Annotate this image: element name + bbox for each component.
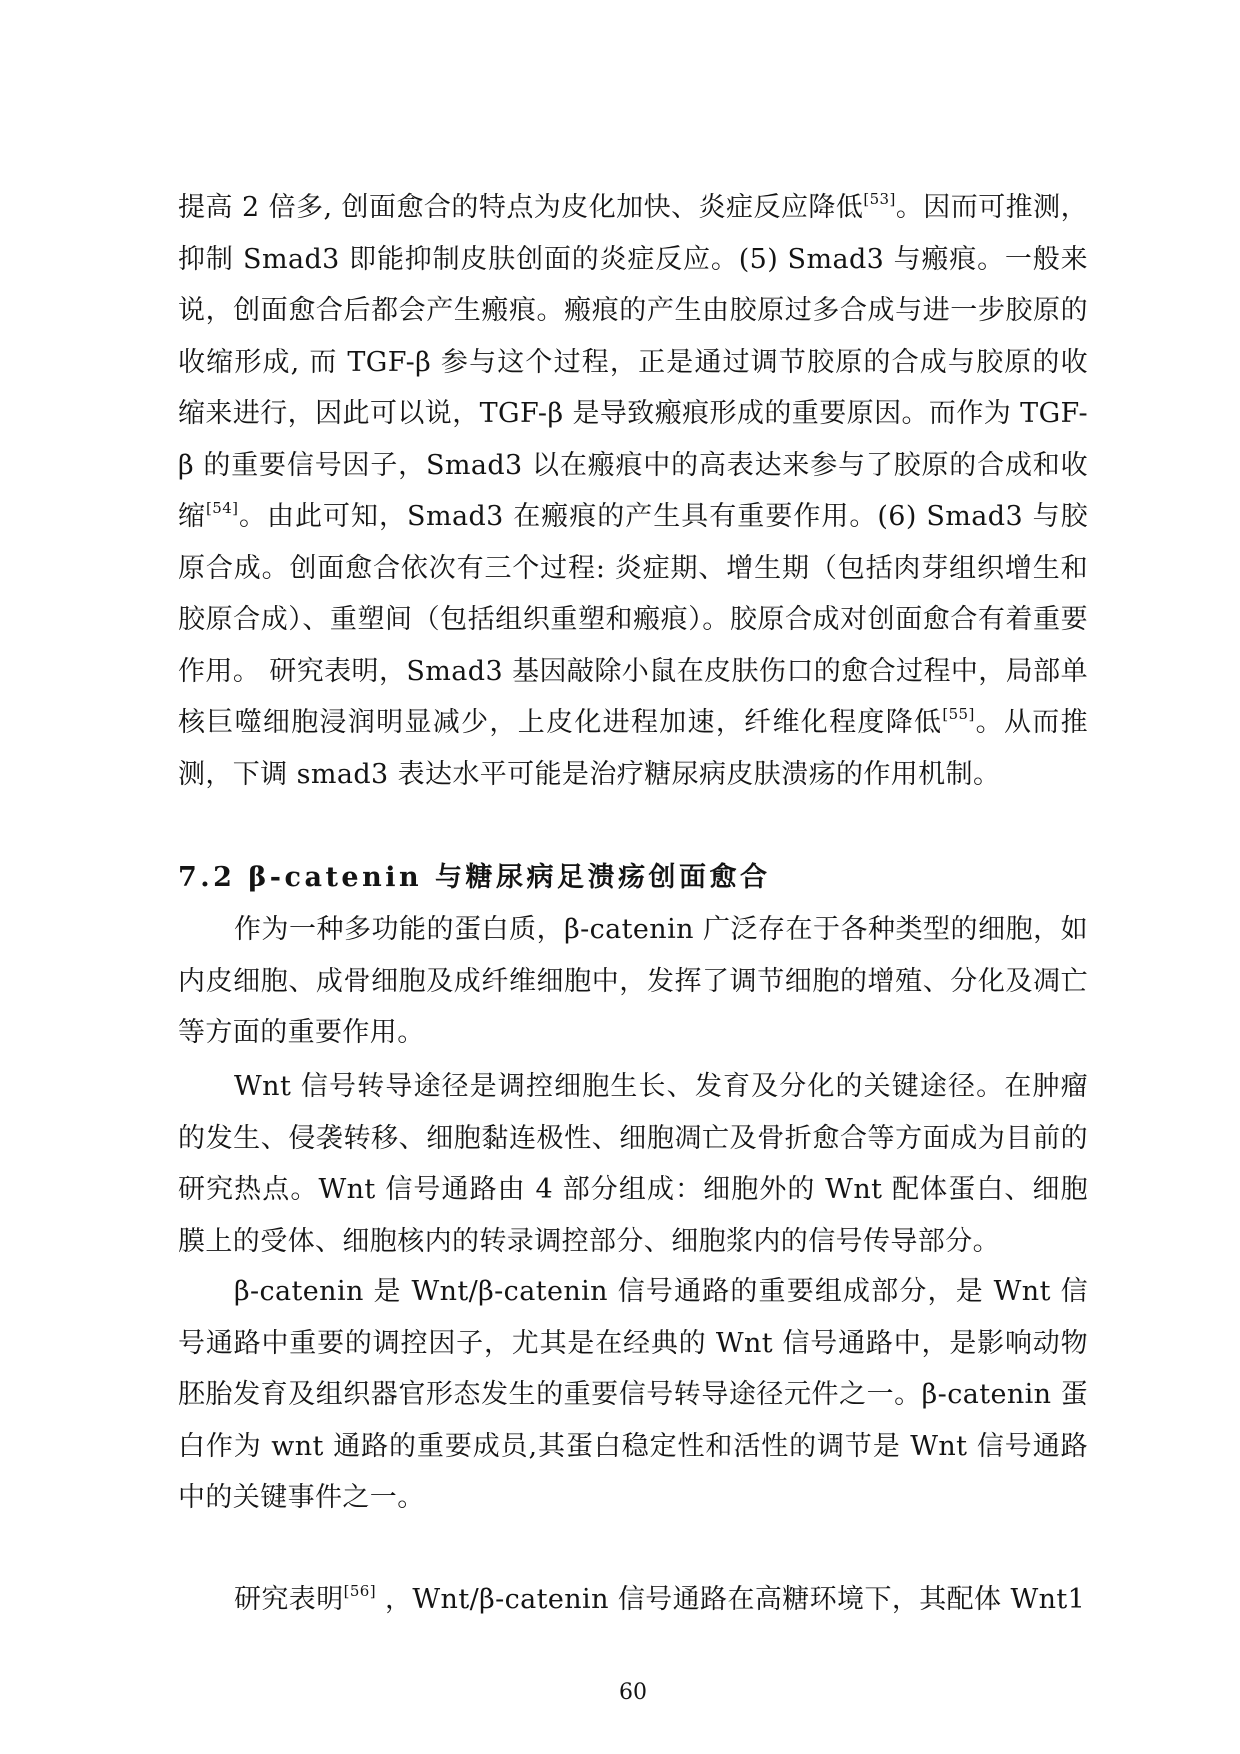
paragraph-text: 。由此可知，Smad3 在瘢痕的产生具有重要作用。(6) Smad3 与胶原合成。创面愈合依次有三个过程: 炎症期、增生期（包括肉芽组织增生和胶原合成）、重塑间（包括组织重塑和瘢痕）。胶原合成对创面愈合有着重要作用。 研究表明，Smad3 基因敲除小鼠在皮肤伤口的愈合过程中，局部单核巨噬细胞浸润明显减少，上皮化进程加速，纤维化程度降低 — [178, 501, 1089, 738]
citation-54: [54] — [206, 499, 239, 517]
citation-53: [53] — [863, 190, 896, 208]
paragraph-text: 。从而推测，下调 smad3 表达水平可能是治疗糖尿病皮肤溃疡的作用机制。 — [178, 707, 1088, 790]
paragraph-text: 研究表明 — [234, 1584, 344, 1615]
paragraph-text: 。因而可推测，抑制 Smad3 即能抑制皮肤创面的炎症反应。(5) Smad3 与瘢痕。一般来说，创面愈合后都会产生瘢痕。瘢痕的产生由胶原过多合成与进一步胶原的收缩形成, 而 TGF-β 参与这个过程，正是通过调节胶原的合成与胶原的收缩来进行，因此可以说，TGF-β 是导致瘢痕形成的重要原因。而作为 TGF-β 的重要信号因子，Smad3 以在瘢痕中的高表达来参与了胶原的合成和收缩 — [178, 192, 1088, 532]
paragraph-smad3-wound-healing — [178, 182, 1088, 800]
page-number: 60 — [619, 1680, 647, 1705]
paragraph-text: 提高 2 倍多, 创面愈合的特点为皮化加快、炎症反应降低 — [178, 192, 864, 223]
paragraph-research-findings — [178, 1574, 1088, 1626]
paragraph-beta-catenin-intro: 作为一种多功能的蛋白质，β-catenin 广泛存在于各种类型的细胞，如内皮细胞、成骨细胞及成纤维细胞中，发挥了调节细胞的增殖、分化及凋亡等方面的重要作用。 — [178, 914, 1088, 1048]
paragraph-beta-catenin-role: β-catenin 是 Wnt/β-catenin 信号通路的重要组成部分，是 Wnt 信号通路中重要的调控因子，尤其是在经典的 Wnt 信号通路中，是影响动物胚胎发育及组织器官形态发生的重要信号转导途径元件之一。β-catenin 蛋白作为 wnt 通路的重要成员,其蛋白稳定性和活性的调节是 Wnt 信号通路中的关键事件之一。 — [178, 1276, 1088, 1513]
citation-56: [56] — [343, 1582, 377, 1600]
citation-55: [55] — [942, 705, 975, 723]
document-page — [178, 0, 1088, 1754]
section-heading-7-2: 7.2 β-catenin 与糖尿病足溃疡创面愈合 — [178, 862, 771, 893]
paragraph-text: ，Wnt/β-catenin 信号通路在高糖环境下，其配体 Wnt1 — [376, 1584, 1086, 1615]
paragraph-wnt-pathway: Wnt 信号转导途径是调控细胞生长、发育及分化的关键途径。在肿瘤的发生、侵袭转移、细胞黏连极性、细胞凋亡及骨折愈合等方面成为目前的研究热点。Wnt 信号通路由 4 部分组成：细胞外的 Wnt 配体蛋白、细胞膜上的受体、细胞核内的转录调控部分、细胞浆内的信号传导部分。 — [178, 1071, 1088, 1257]
